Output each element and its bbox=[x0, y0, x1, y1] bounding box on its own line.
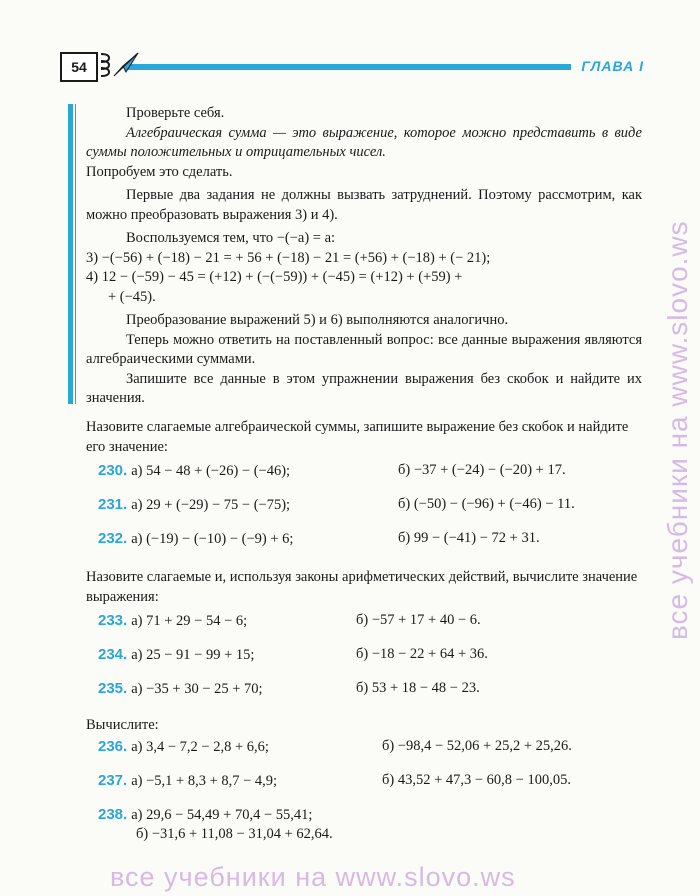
exercise-part-a: а) 54 − 48 + (−26) − (−46); bbox=[131, 463, 291, 479]
exercise-part-a: а) −5,1 + 8,3 + 8,7 − 4,9; bbox=[131, 773, 278, 789]
exercise-part-b: б) −18 − 22 + 64 + 36. bbox=[356, 646, 488, 662]
box-paragraph: Теперь можно ответить на поставленный вопрос: все данные выражения являются алгебраическими суммами. bbox=[86, 331, 642, 367]
exercise-part-b: б) −98,4 − 52,06 + 25,2 + 25,26. bbox=[382, 738, 572, 754]
exercise-part-a: а) 71 + 29 − 54 − 6; bbox=[131, 613, 248, 629]
exercise-230 bbox=[98, 462, 290, 480]
exercise-number: 238. bbox=[98, 806, 128, 823]
exercise-part-a: а) 25 − 91 − 99 + 15; bbox=[131, 647, 255, 663]
exercise-part-a: а) −35 + 30 − 25 + 70; bbox=[131, 681, 263, 697]
exercise-238-b bbox=[136, 826, 333, 843]
exercise-235-b bbox=[356, 680, 480, 697]
exercise-233-b bbox=[356, 612, 481, 629]
formula-4: 4) 12 − (−59) − 45 = (+12) + (−(−59)) + (−45) = (+12) + (+59) + bbox=[86, 269, 463, 285]
header-rule bbox=[128, 64, 644, 70]
exercise-231 bbox=[98, 496, 290, 514]
box-paragraph: Проверьте себя. bbox=[126, 105, 225, 121]
section-intro: Назовите слагаемые алгебраической суммы, запишите выражение без скобок и найдите его значение: bbox=[86, 419, 629, 455]
exercise-232 bbox=[98, 530, 293, 548]
exercise-235 bbox=[98, 680, 263, 698]
exercise-part-b: б) 53 + 18 − 48 − 23. bbox=[356, 680, 480, 696]
spiral-icon bbox=[98, 50, 112, 80]
exercise-231-b bbox=[398, 496, 575, 513]
check-yourself-box bbox=[86, 104, 642, 409]
page-number: 54 bbox=[60, 52, 98, 82]
exercise-number: 236. bbox=[98, 738, 128, 755]
exercise-236-b bbox=[382, 738, 572, 755]
exercise-233 bbox=[98, 612, 247, 630]
section-intro: Вычислите: bbox=[86, 717, 159, 733]
exercise-number: 237. bbox=[98, 772, 128, 789]
exercise-234-b bbox=[356, 646, 488, 663]
exercise-238 bbox=[98, 806, 312, 824]
watermark-vertical: все учебники на www.slovo.ws bbox=[662, 220, 693, 640]
exercise-part-a: а) 3,4 − 7,2 − 2,8 + 6,6; bbox=[131, 739, 269, 755]
exercise-part-b: б) 99 − (−41) − 72 + 31. bbox=[398, 530, 540, 546]
chapter-title: ГЛАВА I bbox=[571, 58, 644, 74]
exercise-number: 230. bbox=[98, 462, 128, 479]
box-accent-bar bbox=[68, 104, 73, 404]
exercise-part-b: б) −57 + 17 + 40 − 6. bbox=[356, 612, 481, 628]
exercise-number: 231. bbox=[98, 496, 128, 513]
box-paragraph: Преобразование выражений 5) и 6) выполняются аналогично. bbox=[126, 312, 509, 328]
exercise-234 bbox=[98, 646, 254, 664]
exercise-part-b: б) −31,6 + 11,08 − 31,04 + 62,64. bbox=[136, 826, 333, 842]
exercise-number: 235. bbox=[98, 680, 128, 697]
exercise-230-b bbox=[398, 462, 566, 479]
exercise-number: 232. bbox=[98, 530, 128, 547]
exercise-part-b: б) (−50) − (−96) + (−46) − 11. bbox=[398, 496, 575, 512]
exercise-part-b: б) −37 + (−24) − (−20) + 17. bbox=[398, 462, 566, 478]
exercise-number: 234. bbox=[98, 646, 128, 663]
section-intro: Назовите слагаемые и, используя законы арифметических действий, вычислите значение выражения: bbox=[86, 569, 638, 605]
exercise-part-a: а) 29 + (−29) − 75 − (−75); bbox=[131, 497, 291, 513]
box-paragraph: Первые два задания не должны вызвать затруднений. Поэтому рассмотрим, как можно преобразовать выражения 3) и 4). bbox=[86, 187, 642, 223]
box-accent-line bbox=[75, 104, 76, 404]
box-paragraph: Воспользуемся тем, что −(−a) = a: bbox=[126, 230, 336, 246]
paper-plane-icon bbox=[112, 50, 140, 80]
exercise-part-a: а) (−19) − (−10) − (−9) + 6; bbox=[131, 531, 294, 547]
exercise-part-a: а) 29,6 − 54,49 + 70,4 − 55,41; bbox=[131, 807, 313, 823]
formula-4-continued: + (−45). bbox=[108, 288, 156, 305]
formula-3: 3) −(−56) + (−18) − 21 = + 56 + (−18) − 21 = (+56) + (−18) + (− 21); bbox=[86, 249, 491, 266]
exercise-number: 233. bbox=[98, 612, 128, 629]
exercise-237 bbox=[98, 772, 277, 790]
definition: Алгебраическая сумма — это выражение, которое можно представить в виде суммы положительных и отрицательных чисел. bbox=[86, 124, 642, 160]
page-header bbox=[60, 48, 644, 82]
watermark-bottom: все учебники на www.slovo.ws bbox=[110, 862, 516, 892]
exercise-part-b: б) 43,52 + 47,3 − 60,8 − 100,05. bbox=[382, 772, 571, 788]
exercise-236 bbox=[98, 738, 269, 756]
exercise-237-b bbox=[382, 772, 571, 789]
exercise-232-b bbox=[398, 530, 540, 547]
box-paragraph: Попробуем это сделать. bbox=[86, 163, 233, 180]
box-paragraph: Запишите все данные в этом упражнении выражения без скобок и найдите их значения. bbox=[86, 370, 642, 406]
